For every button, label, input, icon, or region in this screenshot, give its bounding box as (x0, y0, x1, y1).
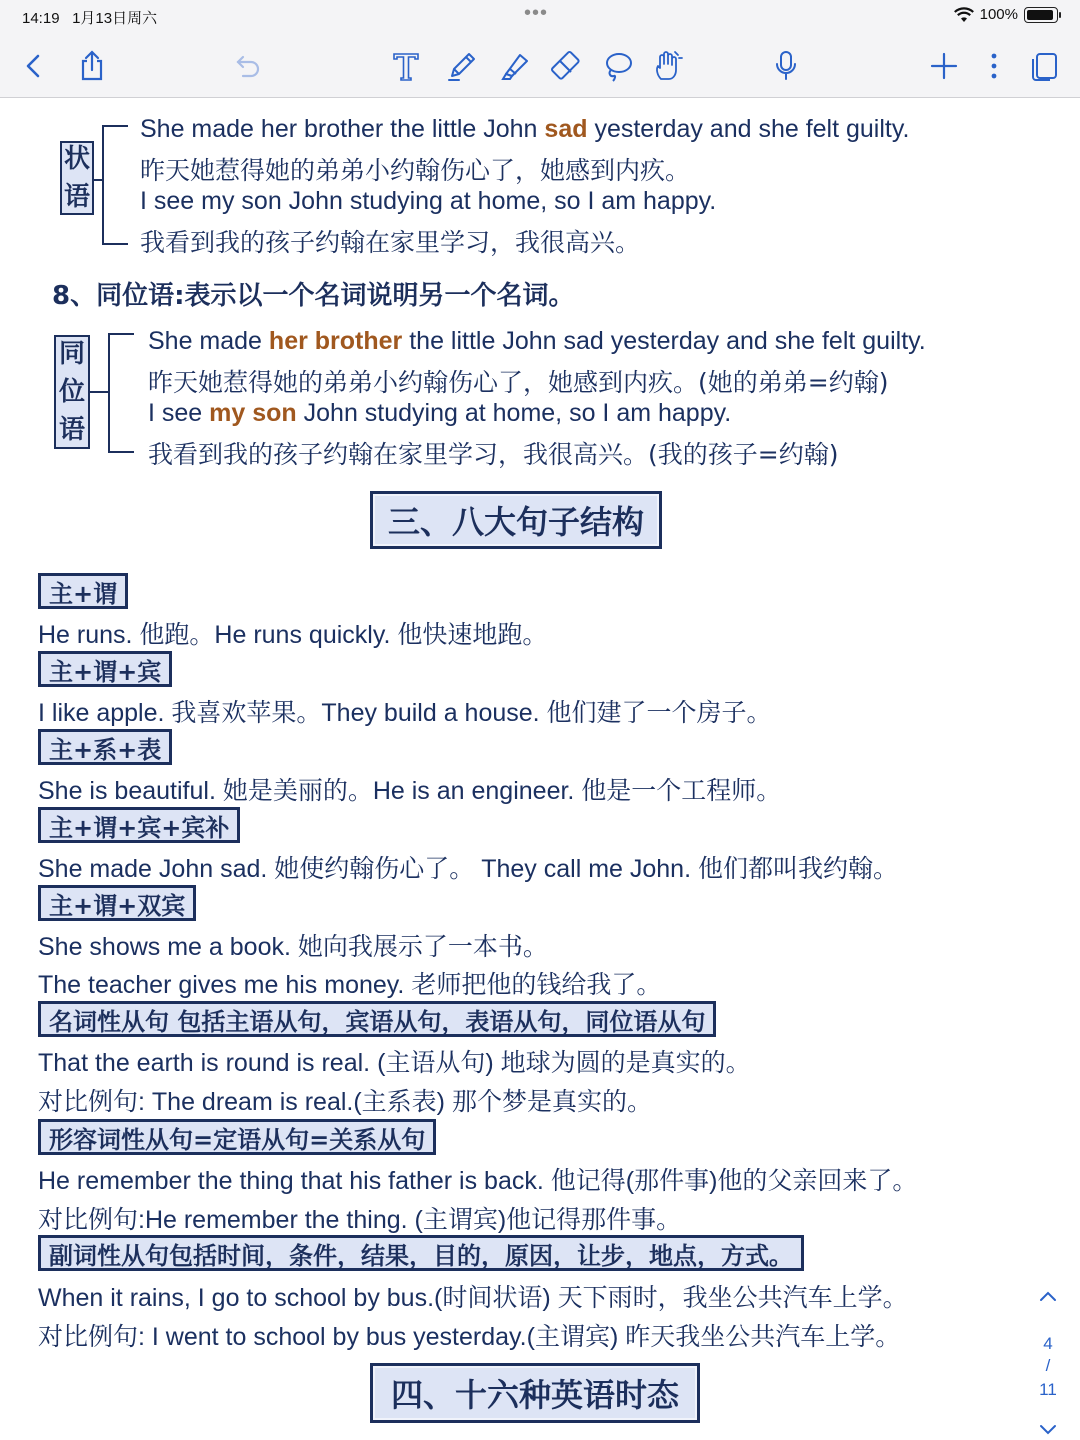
document-page[interactable] (0, 99, 1080, 1440)
status-time: 14:19 1月13日周六 (22, 10, 158, 27)
appositive-heading: 8、同位语:表示以一个名词说明另一个名词。 (52, 281, 575, 311)
structure-tag-sv: 主+谓 (38, 573, 128, 609)
structure-line: 对比例句:He remember the thing. (主谓宾)他记得那件事。 (38, 1206, 682, 1234)
structure-line: She made John sad. 她使约翰伤心了。 They call me John. 他们都叫我约翰。 (38, 855, 898, 883)
structure-line: That the earth is round is real. (主语从句) 地球为圆的是真实的。 (38, 1049, 751, 1077)
microphone-button[interactable] (766, 46, 806, 86)
adverbial-line-1: She made her brother the little John sad yesterday and she felt guilty. (140, 115, 910, 143)
structure-line: She is beautiful. 她是美丽的。He is an engineer. 他是一个工程师。 (38, 777, 782, 805)
more-icon (977, 49, 1011, 83)
structure-tag-svoo: 主+谓+双宾 (38, 885, 196, 921)
text-tool-button[interactable] (386, 46, 426, 86)
page-down-button[interactable] (1032, 1422, 1064, 1440)
back-button[interactable] (14, 46, 54, 86)
status-bar (0, 0, 1080, 32)
more-button[interactable] (974, 46, 1014, 86)
structure-tag-adverbial-clause: 副词性从句包括时间，条件，结果，目的，原因，让步，地点，方式。 (38, 1235, 804, 1271)
highlighter-tool-icon (497, 49, 531, 83)
chevron-down-icon (1038, 1423, 1058, 1437)
structure-line: I like apple. 我喜欢苹果。They build a house. 他们建了一个房子。 (38, 699, 772, 727)
structure-line: He remember the thing that his father is back. 他记得(那件事)他的父亲回来了。 (38, 1167, 918, 1195)
appositive-line-1: She made her brother the little John sad yesterday and she felt guilty. (148, 327, 926, 355)
hand-tool-icon (651, 49, 685, 83)
adverbial-line-2: 昨天她惹得她的弟弟小约翰伤心了，她感到内疚。 (140, 156, 691, 185)
appositive-label-box: 同 位 语 (54, 335, 90, 449)
adverbial-label-box: 状 语 (60, 141, 94, 215)
page-current: 4 (1043, 1334, 1053, 1353)
structure-line: 对比例句: I went to school by bus yesterday.(主谓宾) 昨天我坐公共汽车上学。 (38, 1323, 901, 1351)
battery-percent: 100% (979, 6, 1018, 23)
wifi-icon (954, 7, 974, 23)
share-icon (75, 49, 109, 83)
structure-tag-svc: 主+系+表 (38, 729, 172, 765)
eraser-tool-icon (549, 49, 583, 83)
multitask-dots-icon[interactable]: ••• (524, 2, 549, 24)
structure-line: The teacher gives me his money. 老师把他的钱给我了。 (38, 971, 662, 999)
lasso-tool-button[interactable] (598, 46, 638, 86)
chevron-up-icon (1038, 1289, 1058, 1303)
structure-tag-noun-clause: 名词性从句 包括主语从句，宾语从句，表语从句，同位语从句 (38, 1001, 716, 1037)
page-separator: / (1045, 1356, 1051, 1375)
appositive-line-3: I see my son John studying at home, so I am happy. (148, 399, 732, 427)
text-tool-icon (389, 49, 423, 83)
undo-icon (231, 49, 265, 83)
hand-tool-button[interactable] (648, 46, 688, 86)
pen-tool-icon (445, 49, 479, 83)
appositive-line-2: 昨天她惹得她的弟弟小约翰伤心了，她感到内疚。(她的弟弟=约翰) (148, 368, 889, 397)
eraser-tool-button[interactable] (546, 46, 586, 86)
structure-tag-svo: 主+谓+宾 (38, 651, 172, 687)
share-button[interactable] (72, 46, 112, 86)
appositive-bracket (108, 333, 134, 453)
lasso-tool-icon (601, 49, 635, 83)
structure-tag-adjective-clause: 形容词性从句=定语从句=关系从句 (38, 1119, 436, 1155)
page-total: 11 (1039, 1380, 1057, 1399)
appositive-line-4: 我看到我的孩子约翰在家里学习，我很高兴。(我的孩子=约翰) (148, 440, 839, 469)
structure-line: 对比例句: The dream is real.(主系表) 那个梦是真实的。 (38, 1088, 652, 1116)
structure-line: She shows me a book. 她向我展示了一本书。 (38, 933, 548, 961)
structure-tag-svoc: 主+谓+宾+宾补 (38, 807, 240, 843)
adverbial-bracket (102, 125, 128, 245)
pen-tool-button[interactable] (442, 46, 482, 86)
undo-button[interactable] (228, 46, 268, 86)
pages-button[interactable] (1024, 46, 1064, 86)
microphone-icon (769, 49, 803, 83)
highlighter-tool-button[interactable] (494, 46, 534, 86)
pages-icon (1027, 49, 1061, 83)
structure-line: He runs. 他跑。He runs quickly. 他快速地跑。 (38, 621, 548, 649)
structure-line: When it rains, I go to school by bus.(时间状语) 天下雨时，我坐公共汽车上学。 (38, 1284, 908, 1312)
section-3-title: 三、八大句子结构 (370, 491, 662, 549)
section-4-title: 四、十六种英语时态 (370, 1363, 700, 1423)
toolbar (0, 32, 1080, 98)
page-up-button[interactable] (1032, 1288, 1064, 1308)
add-icon (927, 49, 961, 83)
back-icon (17, 49, 51, 83)
add-button[interactable] (924, 46, 964, 86)
battery-icon (1024, 7, 1058, 23)
adverbial-line-3: I see my son John studying at home, so I am happy. (140, 187, 717, 215)
adverbial-line-4: 我看到我的孩子约翰在家里学习，我很高兴。 (140, 228, 641, 257)
